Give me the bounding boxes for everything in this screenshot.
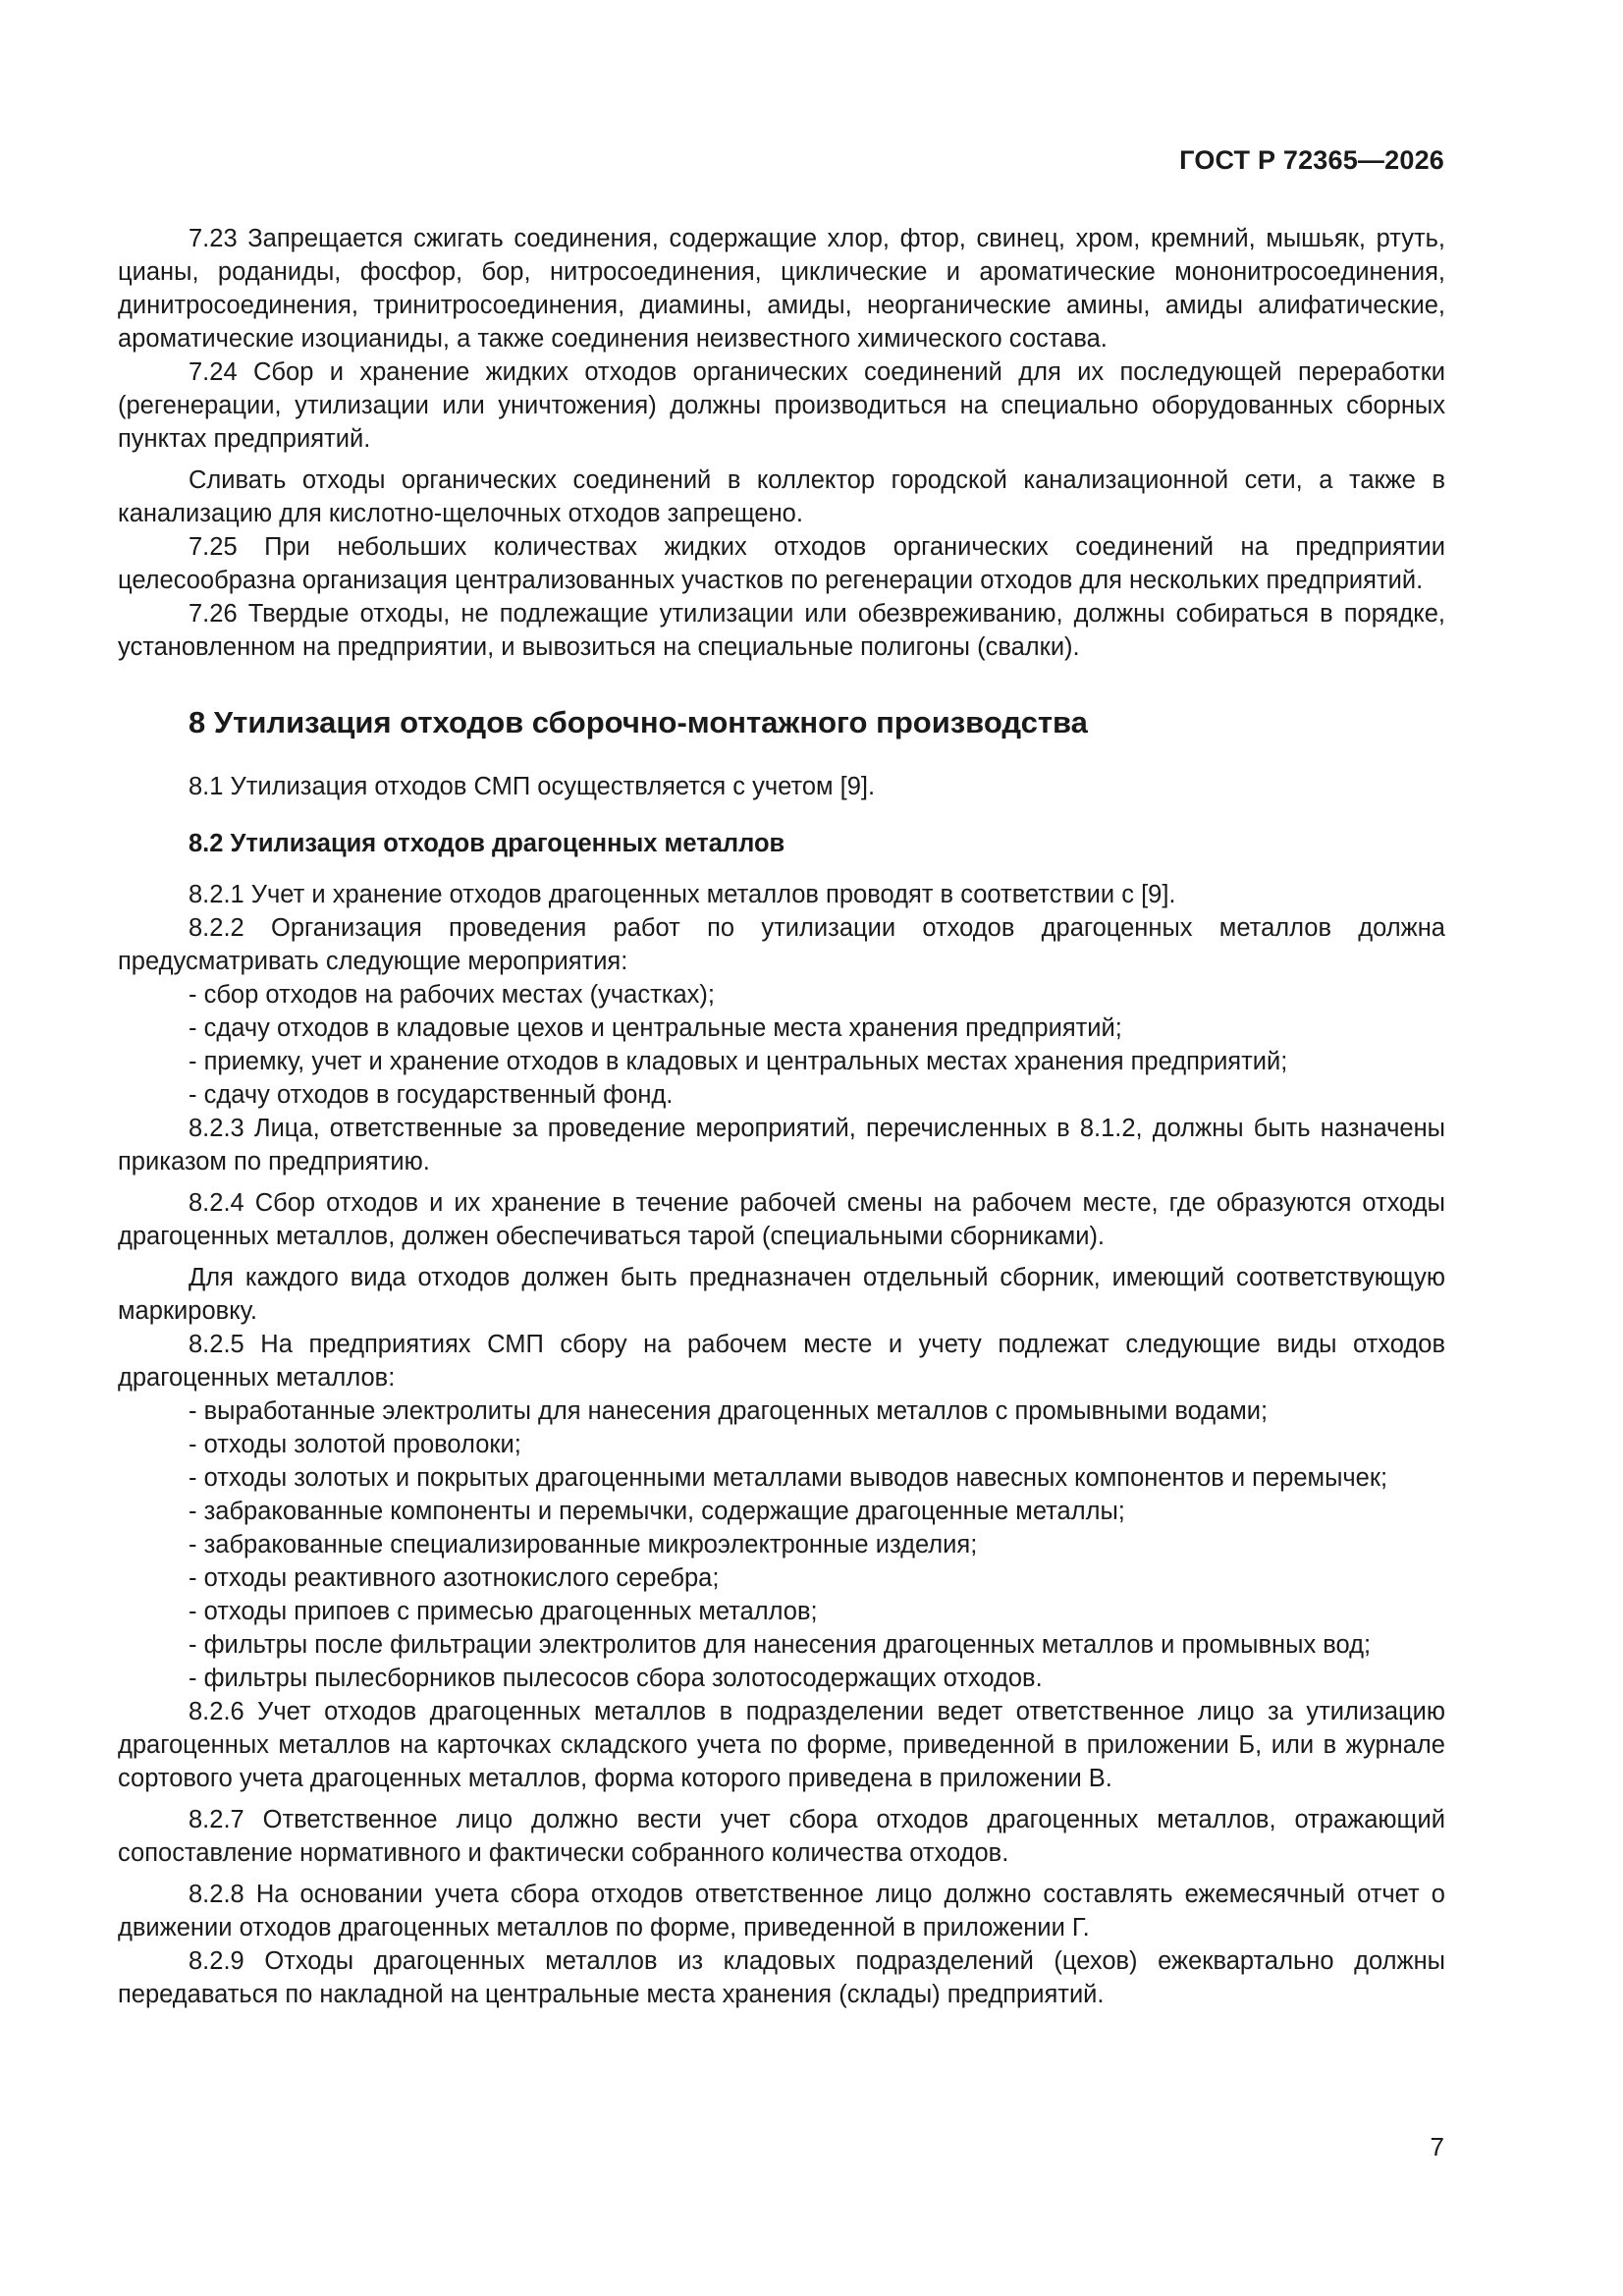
paragraph-7-24-continuation: Сливать отходы органических соединений в коллектор городской канализационной сети, а также в канализацию для кислотно-щелочных отходов запрещено. [118, 466, 1445, 527]
list-item: - фильтры после фильтрации электролитов для нанесения драгоценных металлов и промывных вод; [189, 1631, 1372, 1659]
list-item: - сдачу отходов в государственный фонд. [189, 1081, 674, 1109]
list-item: - отходы припоев с примесью драгоценных металлов; [189, 1598, 818, 1625]
list-item: - сдачу отходов в кладовые цехов и центральные места хранения предприятий; [189, 1014, 1122, 1042]
paragraph-8-2-6: 8.2.6 Учет отходов драгоценных металлов в подразделении ведет ответственное лицо за утилизацию драгоценных металлов на карточках складского учета по форме, приведенной в приложении Б, или в журнале сортового учета драгоценных металлов, форма которого приведена в приложении В. [118, 1698, 1445, 1792]
paragraph-7-24: 7.24 Сбор и хранение жидких отходов органических соединений для их последующей переработки (регенерации, утилизации или уничтожения) должны производиться на специально оборудованных сборных пунктах предприятий. [118, 358, 1445, 453]
paragraph-8-2-8: 8.2.8 На основании учета сбора отходов ответственное лицо должно составлять ежемесячный отчет о движении отходов драгоценных металлов по форме, приведенной в приложении Г. [118, 1881, 1445, 1941]
list-8-2-5 [118, 1394, 1445, 1695]
list-item: - приемку, учет и хранение отходов в кладовых и центральных местах хранения предприятий; [189, 1048, 1288, 1075]
list-item: - забракованные компоненты и перемычки, содержащие драгоценные металлы; [189, 1498, 1125, 1525]
subsection-heading-8-2: 8.2 Утилизация отходов драгоценных металлов [189, 830, 785, 857]
paragraph-8-1: 8.1 Утилизация отходов СМП осуществляется с учетом [9]. [189, 773, 876, 800]
list-item: - забракованные специализированные микроэлектронные изделия; [189, 1531, 978, 1558]
paragraph-8-2-5: 8.2.5 На предприятиях СМП сбору на рабочем месте и учету подлежат следующие виды отходов драгоценных металлов: [118, 1331, 1445, 1392]
list-item: - отходы золотой проволоки; [189, 1431, 521, 1458]
page-number: 7 [1430, 2132, 1444, 2161]
paragraph-8-2-9: 8.2.9 Отходы драгоценных металлов из кладовых подразделений (цехов) ежеквартально должны передаваться по накладной на центральные места хранения (склады) предприятий. [118, 1947, 1445, 2008]
paragraph-7-23: 7.23 Запрещается сжигать соединения, содержащие хлор, фтор, свинец, хром, кремний, мышьяк, ртуть, цианы, роданиды, фосфор, бор, нитросоединения, циклические и ароматические мононитросоединения, динитросоединения, тринитросоединения, диамины, амиды, неорганические амины, амиды алифатические, ароматические изоцианиды, а также соединения неизвестного химического состава. [118, 225, 1445, 353]
list-item: - отходы золотых и покрытых драгоценными металлами выводов навесных компонентов и перемычек; [189, 1464, 1388, 1492]
list-8-2-2 [118, 978, 1445, 1112]
list-item: - сбор отходов на рабочих местах (участках); [189, 981, 715, 1009]
list-item: - отходы реактивного азотнокислого серебра; [189, 1564, 720, 1592]
paragraph-7-26: 7.26 Твердые отходы, не подлежащие утилизации или обезвреживанию, должны собираться в порядке, установленном на предприятии, и вывозиться на специальные полигоны (свалки). [118, 600, 1445, 661]
document-body [118, 222, 1445, 2011]
paragraph-7-25: 7.25 При небольших количествах жидких отходов органических соединений на предприятии целесообразна организация централизованных участков по регенерации отходов для нескольких предприятий. [118, 533, 1445, 594]
list-item: - выработанные электролиты для нанесения драгоценных металлов с промывными водами; [189, 1397, 1269, 1425]
paragraph-8-2-4-continuation: Для каждого вида отходов должен быть предназначен отдельный сборник, имеющий соответствующую маркировку. [118, 1264, 1445, 1325]
paragraph-8-2-4: 8.2.4 Сбор отходов и их хранение в течение рабочей смены на рабочем месте, где образуются отходы драгоценных металлов, должен обеспечиваться тарой (специальными сборниками). [118, 1189, 1445, 1250]
paragraph-8-2-7: 8.2.7 Ответственное лицо должно вести учет сбора отходов драгоценных металлов, отражающий сопоставление нормативного и фактически собранного количества отходов. [118, 1806, 1445, 1867]
paragraph-8-2-2: 8.2.2 Организация проведения работ по утилизации отходов драгоценных металлов должна предусматривать следующие мероприятия: [118, 914, 1445, 975]
section-heading-8: 8 Утилизация отходов сборочно-монтажного производства [189, 705, 1088, 739]
list-item: - фильтры пылесборников пылесосов сбора золотосодержащих отходов. [189, 1665, 1043, 1692]
document-header-id: ГОСТ Р 72365—2026 [1179, 145, 1444, 175]
paragraph-8-2-3: 8.2.3 Лица, ответственные за проведение мероприятий, перечисленных в 8.1.2, должны быть назначены приказом по предприятию. [118, 1115, 1445, 1175]
paragraph-8-2-1: 8.2.1 Учет и хранение отходов драгоценных металлов проводят в соответствии с [9]. [189, 881, 1176, 908]
